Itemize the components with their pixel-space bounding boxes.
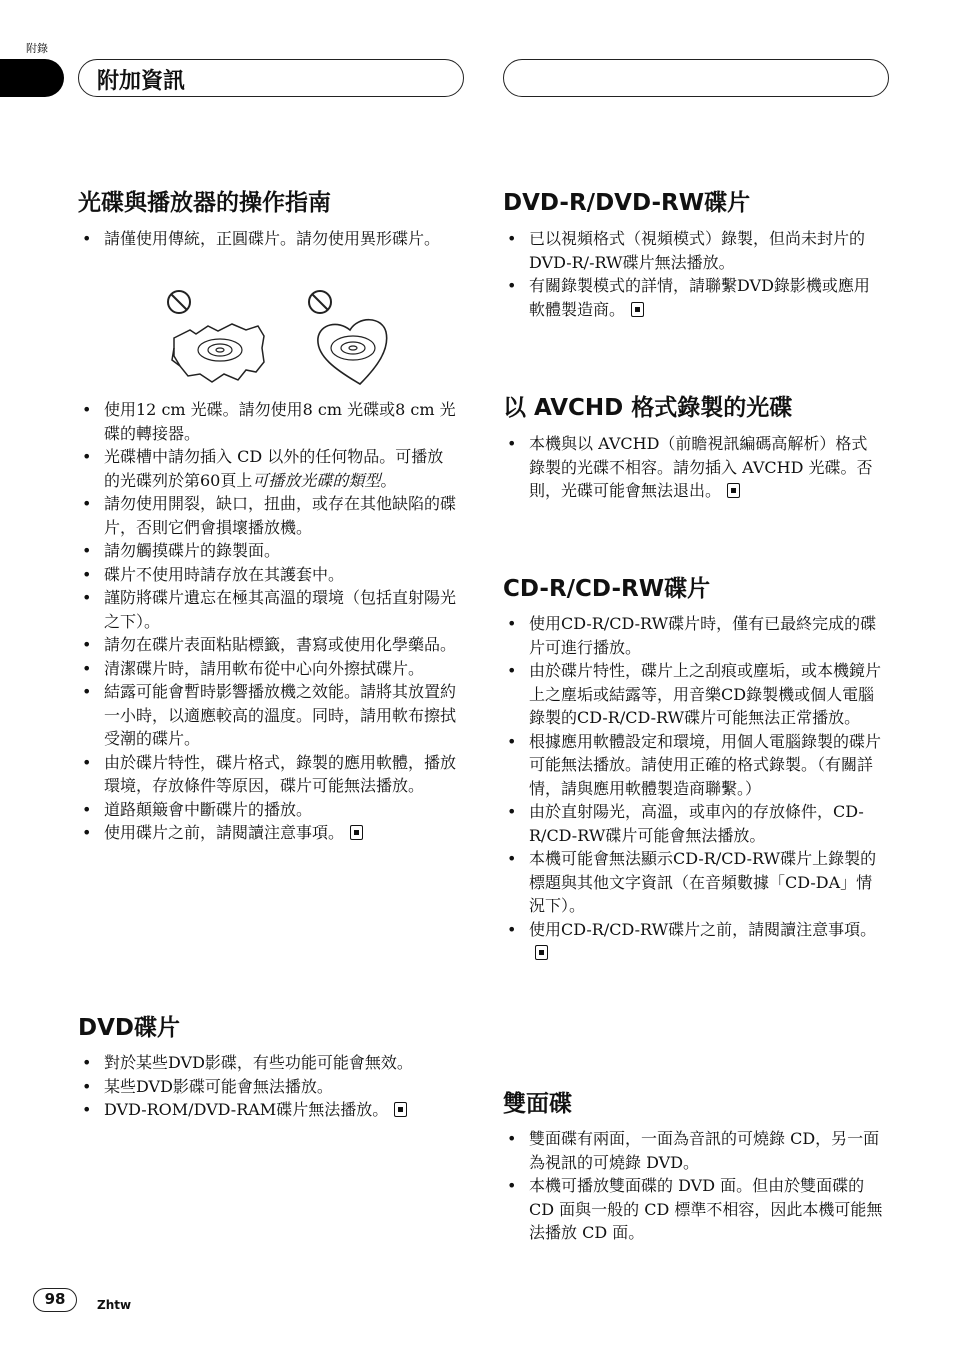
- list-item: • 對於某些DVD影碟，有些功能可能會無效。: [78, 1051, 458, 1075]
- list-item-text: 光碟槽中請勿插入 CD 以外的任何物品。可播放的光碟列於第60頁上: [104, 447, 444, 490]
- list-item: • 本機可能會無法顯示CD-R/CD-RW碟片上錄製的標題與其他文字資訊（在音頻數據「CD-DA」情況下）。: [503, 847, 883, 918]
- section-dvd-r-rw: [503, 188, 883, 321]
- end-mark-icon: [350, 825, 363, 840]
- list-item: • 道路顛簸會中斷碟片的播放。: [78, 798, 458, 822]
- list-item: • 謹防將碟片遺忘在極其高溫的環境（包括直射陽光之下）。: [78, 586, 458, 633]
- section-disc-handling-list: [78, 398, 458, 845]
- section-dual-discs: [503, 1089, 883, 1245]
- section-dvd-discs: [78, 1013, 458, 1122]
- list-item: [78, 1098, 458, 1122]
- list-item: • 雙面碟有兩面，一面為音訊的可燒錄 CD，另一面為視訊的可燒錄 DVD。: [503, 1127, 883, 1174]
- end-mark-icon: [727, 483, 740, 498]
- list-item: [503, 918, 883, 965]
- section-heading: 光碟與播放器的操作指南: [78, 190, 331, 216]
- section-heading: CD-R/CD-RW碟片: [503, 576, 711, 602]
- list-item-text: 。: [380, 470, 397, 490]
- list-item-text: 有關錄製模式的詳情，請聯繫DVD錄影機或應用軟體製造商。: [529, 276, 870, 319]
- list-item-text: DVD-ROM/DVD-RAM碟片無法播放。: [104, 1100, 389, 1119]
- star-shaped-disc-icon: [172, 324, 264, 382]
- list-item: • 請勿在碟片表面粘貼標籤，書寫或使用化學藥品。: [78, 633, 458, 657]
- end-mark-icon: [631, 302, 644, 317]
- list-item: • 結露可能會暫時影響播放機之效能。請將其放置約一小時，以適應較高的溫度。同時，請用軟布擦拭受潮的碟片。: [78, 680, 458, 751]
- list-item: • 某些DVD影碟可能會無法播放。: [78, 1075, 458, 1099]
- section-tag: 附錄: [26, 42, 48, 55]
- list-item: • 碟片不使用時請存放在其護套中。: [78, 563, 458, 587]
- list-item-text: 本機與以 AVCHD（前瞻視訊編碼高解析）格式錄製的光碟不相容。請勿插入 AVCHD 光碟。否則，光碟可能會無法退出。: [529, 434, 873, 500]
- list-item: • 由於直射陽光，高溫，或車內的存放條件，CD-R/CD-RW碟片可能會無法播放。: [503, 800, 883, 847]
- section-cd-r-rw: [503, 574, 883, 965]
- list-item: • 由於碟片特性，碟片上之刮痕或塵垢，或本機鏡片上之塵垢或結露等，用音樂CD錄製機或個人電腦錄製的CD-R/CD-RW碟片可能無法正常播放。: [503, 659, 883, 730]
- prohibited-icon: [309, 291, 331, 313]
- language-code: Zhtw: [97, 1298, 132, 1312]
- list-item: • 已以視頻格式（視頻模式）錄製，但尚未封片的DVD-R/-RW碟片無法播放。: [503, 227, 883, 274]
- list-item: • 清潔碟片時，請用軟布從中心向外擦拭碟片。: [78, 657, 458, 681]
- list-item-text: 使用CD-R/CD-RW碟片之前，請閱讀注意事項。: [529, 919, 877, 939]
- end-mark-icon: [394, 1102, 407, 1117]
- list-item: [503, 432, 883, 503]
- end-mark-icon: [535, 945, 548, 960]
- list-item: [503, 274, 883, 321]
- heart-shaped-disc-icon: [318, 320, 387, 384]
- list-item: • 請僅使用傳統，正圓碟片。請勿使用異形碟片。: [78, 227, 458, 251]
- header-title-box: [78, 59, 464, 97]
- list-item: • 使用CD-R/CD-RW碟片時，僅有已最終完成的碟片可進行播放。: [503, 612, 883, 659]
- section-heading: DVD碟片: [78, 1015, 180, 1041]
- list-item: • 請勿觸摸碟片的錄製面。: [78, 539, 458, 563]
- section-avchd: [503, 393, 883, 503]
- playable-disc-types-ref: 可播放光碟的類型: [252, 470, 381, 490]
- list-item-text: 使用碟片之前，請閱讀注意事項。: [104, 823, 345, 842]
- list-item: • 根據應用軟體設定和環境，用個人電腦錄製的碟片可能無法播放。請使用正確的格式錄製。（有關詳情，請與應用軟體製造商聯繫。）: [503, 730, 883, 801]
- section-heading: 以 AVCHD 格式錄製的光碟: [503, 395, 793, 421]
- page-number: 98: [33, 1288, 77, 1312]
- section-heading: 雙面碟: [503, 1091, 572, 1117]
- section-heading: DVD-R/DVD-RW碟片: [503, 190, 751, 216]
- section-disc-handling: [78, 188, 458, 251]
- header-right-box: [503, 59, 889, 97]
- list-item: [78, 821, 458, 845]
- prohibited-icon: [168, 291, 190, 313]
- list-item: • 請勿使用開裂，缺口，扭曲，或存在其他缺陷的碟片，否則它們會損壞播放機。: [78, 492, 458, 539]
- odd-shaped-disc-illustration: [160, 286, 400, 390]
- page-title: 附加資訊: [97, 69, 186, 94]
- list-item: [78, 445, 458, 492]
- list-item: • 使用12 cm 光碟。請勿使用8 cm 光碟或8 cm 光碟的轉接器。: [78, 398, 458, 445]
- list-item: • 由於碟片特性，碟片格式，錄製的應用軟體，播放環境，存放條件等原因，碟片可能無法播放。: [78, 751, 458, 798]
- section-tab-marker: [0, 59, 64, 97]
- list-item: • 本機可播放雙面碟的 DVD 面。但由於雙面碟的 CD 面與一般的 CD 標準不相容，因此本機可能無法播放 CD 面。: [503, 1174, 883, 1245]
